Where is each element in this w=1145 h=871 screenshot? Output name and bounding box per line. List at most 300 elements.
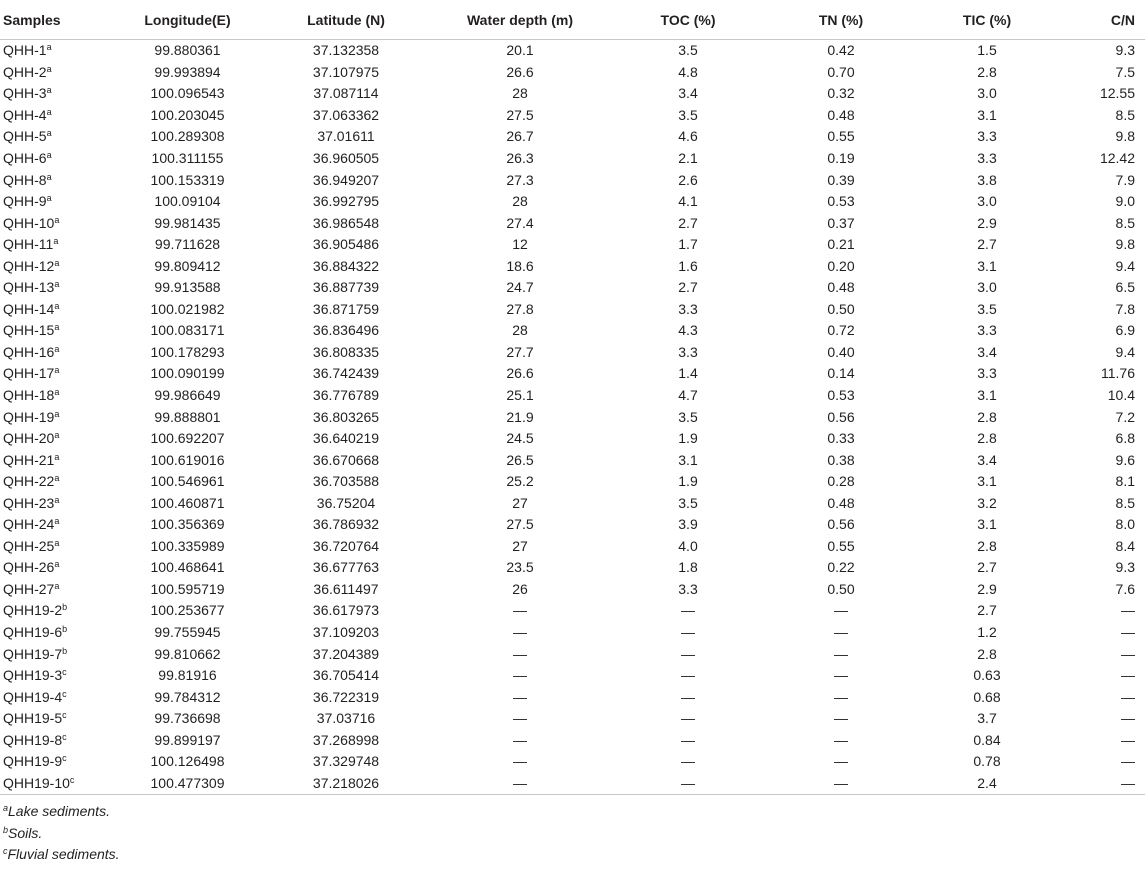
cell-cn: 8.5 — [1115, 106, 1135, 123]
cell-tic: 3.3 — [977, 150, 997, 166]
sample-name: QHH-16 — [3, 343, 55, 360]
header-longitude: Longitude(E) — [115, 0, 260, 40]
cell-toc: — — [681, 645, 695, 662]
cell-tic: 2.9 — [977, 214, 997, 231]
table-row — [0, 428, 1145, 450]
cell-tn: 0.55 — [827, 128, 855, 145]
cell-longitude: 100.289308 — [150, 128, 225, 145]
cell-toc: — — [681, 602, 695, 619]
cell-sample — [0, 686, 115, 708]
sample-name: QHH19-9 — [3, 753, 63, 770]
cell-longitude: 99.880361 — [154, 42, 221, 59]
sample-name: QHH-5 — [3, 128, 47, 145]
footnote — [3, 823, 1145, 845]
cell-water-depth: — — [513, 602, 527, 619]
cell-water-depth: 27.7 — [506, 343, 534, 360]
cell-sample — [0, 234, 115, 256]
sample-name: QHH19-10 — [3, 774, 70, 791]
cell-latitude: 36.871759 — [312, 300, 380, 317]
sample-name: QHH-18 — [3, 387, 55, 404]
cell-longitude: 99.784312 — [154, 688, 221, 705]
cell-tic: 2.7 — [977, 559, 997, 576]
table-row — [0, 536, 1145, 558]
table-row — [0, 40, 1145, 62]
cell-water-depth: 24.7 — [506, 279, 534, 296]
table-row — [0, 277, 1145, 299]
cell-longitude: 100.546961 — [150, 473, 225, 490]
cell-longitude: 99.888801 — [154, 408, 221, 425]
cell-tn: 0.56 — [827, 408, 855, 425]
cell-longitude: 99.913588 — [154, 279, 221, 296]
sample-type-mark: a — [54, 214, 60, 225]
cell-sample — [0, 708, 115, 730]
cell-sample — [0, 622, 115, 644]
cell-tn: — — [834, 731, 848, 748]
cell-toc: — — [681, 753, 695, 770]
cell-latitude: 36.884322 — [312, 257, 380, 274]
cell-cn: — — [1121, 624, 1135, 641]
cell-cn: 8.5 — [1115, 214, 1135, 231]
cell-latitude: 36.677763 — [312, 559, 380, 576]
cell-tn: 0.50 — [827, 580, 855, 597]
cell-cn: 9.6 — [1115, 451, 1135, 468]
cell-tic: 3.0 — [977, 85, 997, 102]
cell-toc: 4.3 — [678, 322, 698, 339]
cell-longitude: 100.468641 — [150, 559, 225, 576]
sample-type-mark: a — [54, 494, 60, 505]
sample-type-mark: a — [46, 106, 52, 117]
sample-name: QHH19-8 — [3, 731, 63, 748]
cell-sample — [0, 406, 115, 428]
cell-water-depth: 25.1 — [506, 387, 534, 404]
table-row — [0, 579, 1145, 601]
cell-cn: — — [1121, 602, 1135, 619]
table-row — [0, 255, 1145, 277]
cell-cn: — — [1121, 731, 1135, 748]
cell-cn: 8.0 — [1115, 516, 1135, 533]
table-row — [0, 773, 1145, 795]
cell-tn: 0.28 — [827, 473, 855, 490]
cell-cn: — — [1121, 645, 1135, 662]
cell-toc: 3.1 — [678, 451, 698, 468]
table-row — [0, 191, 1145, 213]
cell-water-depth: 12 — [512, 236, 528, 253]
cell-latitude: 36.705414 — [312, 667, 380, 684]
sample-type-mark: b — [62, 624, 68, 635]
cell-toc: — — [681, 710, 695, 727]
cell-cn: 6.9 — [1115, 322, 1135, 339]
cell-latitude: 36.992795 — [312, 193, 380, 210]
table-row — [0, 342, 1145, 364]
table-row — [0, 686, 1145, 708]
sample-type-mark: a — [54, 408, 60, 419]
sample-name: QHH-1 — [3, 42, 47, 59]
cell-sample — [0, 105, 115, 127]
cell-tn: — — [834, 753, 848, 770]
cell-tn: 0.48 — [827, 279, 855, 296]
cell-water-depth: 24.5 — [506, 430, 534, 447]
sample-name: QHH-6 — [3, 150, 47, 166]
cell-tn: 0.14 — [827, 365, 855, 382]
cell-water-depth: 21.9 — [506, 408, 534, 425]
table-row — [0, 320, 1145, 342]
cell-tic: 2.8 — [977, 408, 997, 425]
cell-toc: 2.1 — [678, 150, 698, 166]
table-row — [0, 83, 1145, 105]
cell-longitude: 99.981435 — [154, 214, 221, 231]
cell-water-depth: 28 — [512, 85, 528, 102]
cell-tn: 0.42 — [827, 42, 855, 59]
cell-latitude: 36.949207 — [312, 171, 380, 188]
cell-cn: 7.9 — [1115, 171, 1135, 188]
header-samples: Samples — [0, 0, 115, 40]
cell-latitude: 37.218026 — [260, 773, 432, 795]
cell-toc: 4.8 — [678, 63, 698, 80]
cell-longitude: 100.595719 — [150, 580, 225, 597]
cell-sample — [0, 514, 115, 536]
cell-toc: 3.3 — [678, 343, 698, 360]
cell-latitude: 36.640219 — [312, 430, 380, 447]
table-row — [0, 169, 1145, 191]
sample-name: QHH-27 — [3, 580, 55, 597]
sample-type-mark: a — [54, 343, 60, 354]
cell-cn: — — [1121, 710, 1135, 727]
sample-type-mark: a — [46, 85, 52, 96]
sample-name: QHH-14 — [3, 300, 55, 317]
cell-latitude: 36.703588 — [312, 473, 380, 490]
table-row — [0, 212, 1145, 234]
cell-cn: 7.5 — [1115, 63, 1135, 80]
cell-water-depth: 27 — [512, 494, 528, 511]
cell-tn: — — [834, 688, 848, 705]
sample-type-mark: a — [54, 322, 60, 333]
cell-longitude: 100.126498 — [150, 753, 225, 770]
cell-latitude: 37.087114 — [313, 85, 379, 102]
cell-tic: 0.78 — [973, 753, 1001, 770]
cell-tic: 0.68 — [973, 688, 1001, 705]
cell-water-depth: 27.4 — [506, 214, 534, 231]
sample-name: QHH-21 — [3, 451, 55, 468]
sample-type-mark: c — [69, 774, 75, 785]
cell-cn: 7.2 — [1115, 408, 1135, 425]
cell-sample — [0, 730, 115, 752]
cell-tic: 2.4 — [914, 773, 1060, 795]
sample-name: QHH19-7 — [3, 645, 63, 662]
cell-cn: 10.4 — [1107, 387, 1135, 404]
cell-toc: — — [608, 773, 768, 795]
sample-name: QHH19-4 — [3, 688, 63, 705]
sample-name: QHH-19 — [3, 408, 55, 425]
cell-tic: 3.1 — [977, 106, 997, 123]
cell-sample — [0, 277, 115, 299]
cell-sample — [0, 83, 115, 105]
cell-latitude: 36.722319 — [312, 688, 380, 705]
cell-tn: 0.37 — [827, 214, 855, 231]
cell-longitude: 99.711628 — [154, 236, 221, 253]
cell-tn: 0.20 — [827, 257, 855, 274]
header-tic: TIC (%) — [914, 0, 1060, 40]
cell-toc: 4.0 — [678, 537, 698, 554]
sample-type-mark: a — [46, 150, 52, 160]
cell-water-depth: 27.5 — [506, 106, 534, 123]
sample-type-mark: c — [62, 731, 67, 742]
cell-cn: 9.4 — [1115, 343, 1135, 360]
cell-water-depth: 26.7 — [506, 128, 534, 145]
cell-tic: 3.0 — [977, 193, 997, 210]
sample-type-mark: a — [54, 473, 60, 484]
cell-latitude: 36.75204 — [316, 494, 376, 511]
cell-cn: 12.42 — [1099, 150, 1135, 166]
cell-cn: 7.6 — [1115, 580, 1135, 597]
cell-sample — [0, 191, 115, 213]
cell-toc: 2.7 — [678, 279, 698, 296]
cell-longitude: 99.810662 — [154, 645, 221, 662]
cell-water-depth: — — [513, 667, 527, 684]
sample-type-mark: a — [54, 365, 60, 376]
cell-tn: 0.21 — [827, 236, 855, 253]
cell-sample — [0, 148, 115, 170]
cell-longitude: 100.356369 — [150, 516, 225, 533]
table-row — [0, 471, 1145, 493]
cell-tic: 2.8 — [977, 430, 997, 447]
sample-type-mark: a — [54, 451, 60, 462]
sample-type-mark: a — [46, 171, 52, 182]
cell-water-depth: 25.2 — [506, 473, 534, 490]
header-cn: C/N — [1060, 0, 1145, 40]
footnote-mark: c — [3, 846, 8, 857]
cell-tic: 2.8 — [977, 63, 997, 80]
sample-type-mark: a — [54, 300, 60, 311]
cell-toc: 1.8 — [678, 559, 698, 576]
cell-toc: 3.5 — [678, 42, 698, 59]
cell-toc: — — [681, 731, 695, 748]
cell-longitude: 100.311155 — [151, 150, 224, 166]
table-row — [0, 622, 1145, 644]
sample-type-mark: a — [54, 537, 60, 548]
sample-type-mark: c — [62, 710, 67, 721]
cell-cn: 7.8 — [1115, 300, 1135, 317]
table-header — [0, 0, 1145, 40]
header-tn: TN (%) — [768, 0, 914, 40]
cell-toc: — — [681, 688, 695, 705]
cell-cn: 8.5 — [1115, 494, 1135, 511]
cell-toc: 3.9 — [678, 516, 698, 533]
cell-tn: 0.33 — [827, 430, 855, 447]
cell-longitude: 100.021982 — [150, 300, 225, 317]
cell-cn: 9.4 — [1115, 257, 1135, 274]
sample-name: QHH-24 — [3, 516, 55, 533]
cell-water-depth: 26.6 — [506, 63, 534, 80]
sample-name: QHH19-6 — [3, 624, 63, 641]
cell-tic: 2.8 — [977, 537, 997, 554]
header-latitude: Latitude (N) — [260, 0, 432, 40]
sample-type-mark: a — [54, 257, 60, 268]
table-row — [0, 665, 1145, 687]
cell-toc: — — [681, 667, 695, 684]
cell-sample — [0, 428, 115, 450]
cell-longitude: 100.178293 — [150, 343, 225, 360]
cell-sample — [0, 557, 115, 579]
table-row — [0, 708, 1145, 730]
cell-sample — [0, 643, 115, 665]
footnote — [3, 844, 1145, 866]
cell-sample — [0, 169, 115, 191]
cell-cn: 8.4 — [1115, 537, 1135, 554]
sample-name: QHH-13 — [3, 279, 55, 296]
table-row — [0, 126, 1145, 148]
cell-latitude: 36.986548 — [312, 214, 380, 231]
cell-tn: 0.56 — [827, 516, 855, 533]
cell-tic: 3.4 — [977, 451, 997, 468]
cell-cn: — — [1121, 753, 1135, 770]
cell-toc: 3.5 — [678, 494, 698, 511]
cell-toc: 2.6 — [678, 171, 698, 188]
cell-water-depth: — — [513, 688, 527, 705]
footnote-mark: a — [3, 803, 9, 814]
table-row — [0, 751, 1145, 773]
sample-name: QHH-15 — [3, 322, 55, 339]
table-row — [0, 514, 1145, 536]
cell-latitude: 36.611497 — [313, 580, 379, 597]
header-toc: TOC (%) — [608, 0, 768, 40]
sample-name: QHH19-3 — [3, 667, 63, 684]
cell-latitude: 37.01611 — [317, 128, 375, 145]
cell-latitude: 36.742439 — [312, 365, 380, 382]
cell-water-depth: 27 — [512, 537, 528, 554]
sample-type-mark: a — [54, 279, 60, 290]
cell-latitude: 36.960505 — [312, 150, 380, 166]
sample-type-mark: a — [53, 236, 59, 247]
table-row — [0, 148, 1145, 170]
sample-type-mark: c — [62, 667, 67, 678]
cell-latitude: 36.776789 — [312, 387, 380, 404]
cell-sample — [0, 212, 115, 234]
cell-longitude: 100.335989 — [150, 537, 225, 554]
cell-tic: 3.1 — [977, 387, 997, 404]
sample-name: QHH-17 — [3, 365, 55, 382]
cell-longitude: 100.692207 — [150, 430, 225, 447]
sample-type-mark: a — [54, 516, 60, 527]
cell-tn: 0.53 — [827, 387, 855, 404]
cell-longitude: 99.81916 — [158, 667, 217, 684]
cell-water-depth: 26.5 — [506, 451, 534, 468]
cell-tic: 3.3 — [977, 322, 997, 339]
cell-longitude: 99.736698 — [154, 710, 221, 727]
cell-cn: — — [1121, 667, 1135, 684]
cell-cn: 12.55 — [1099, 85, 1135, 102]
table-row — [0, 234, 1145, 256]
cell-sample — [0, 342, 115, 364]
cell-longitude: 100.477309 — [115, 773, 260, 795]
cell-water-depth: 27.8 — [506, 300, 534, 317]
cell-tn: — — [834, 624, 848, 641]
table-row — [0, 492, 1145, 514]
table-row — [0, 299, 1145, 321]
sample-name: QHH-11 — [3, 236, 54, 253]
cell-tic: 3.2 — [977, 494, 997, 511]
cell-water-depth: 26 — [512, 580, 528, 597]
cell-tic: 2.7 — [977, 602, 997, 619]
cell-toc: 1.9 — [678, 430, 698, 447]
cell-sample — [0, 751, 115, 773]
cell-latitude: 36.808335 — [312, 343, 380, 360]
cell-toc: 3.5 — [678, 106, 698, 123]
cell-tic: 2.7 — [977, 236, 997, 253]
cell-sample — [0, 385, 115, 407]
cell-sample — [0, 363, 115, 385]
cell-water-depth: 18.6 — [506, 257, 534, 274]
cell-longitude: 99.899197 — [154, 731, 221, 748]
cell-tic: 1.2 — [977, 624, 997, 641]
cell-tn: — — [834, 710, 848, 727]
cell-tic: 2.8 — [977, 645, 997, 662]
sample-name: QHH-23 — [3, 494, 55, 511]
cell-latitude: 36.670668 — [312, 451, 380, 468]
sample-name: QHH-22 — [3, 473, 55, 490]
cell-sample — [0, 449, 115, 471]
cell-latitude: 36.887739 — [312, 279, 380, 296]
cell-cn: 6.8 — [1115, 430, 1135, 447]
sample-type-mark: a — [46, 193, 52, 204]
cell-tic: 3.1 — [977, 473, 997, 490]
cell-tn: 0.39 — [827, 171, 855, 188]
cell-tn: 0.70 — [827, 63, 855, 80]
cell-water-depth: 26.6 — [506, 365, 534, 382]
sample-type-mark: a — [46, 42, 52, 53]
table-row — [0, 406, 1145, 428]
sample-name: QHH-9 — [3, 193, 47, 210]
cell-sample — [0, 62, 115, 84]
cell-cn: 9.0 — [1115, 193, 1135, 210]
sample-type-mark: a — [46, 63, 52, 74]
table-row — [0, 643, 1145, 665]
cell-water-depth: — — [513, 731, 527, 748]
cell-longitude: 100.253677 — [150, 602, 225, 619]
cell-water-depth: 27.3 — [506, 171, 534, 188]
cell-tic: 0.84 — [973, 731, 1001, 748]
cell-water-depth: — — [513, 624, 527, 641]
cell-tn: 0.48 — [827, 106, 855, 123]
cell-latitude: 36.786932 — [312, 516, 380, 533]
cell-cn: — — [1121, 688, 1135, 705]
header-water-depth: Water depth (m) — [432, 0, 608, 40]
cell-latitude: 36.836496 — [312, 322, 380, 339]
sample-type-mark: a — [54, 559, 60, 570]
cell-tn: 0.32 — [827, 85, 855, 102]
footnote-mark: b — [3, 824, 9, 835]
cell-cn: 8.1 — [1115, 473, 1135, 490]
table-row — [0, 105, 1145, 127]
table-row — [0, 385, 1145, 407]
cell-tn: 0.22 — [827, 559, 855, 576]
cell-cn: 9.8 — [1115, 128, 1135, 145]
cell-longitude: 99.993894 — [154, 63, 221, 80]
sample-type-mark: b — [62, 602, 68, 613]
sample-name: QHH-20 — [3, 430, 55, 447]
cell-sample — [0, 299, 115, 321]
cell-tic: 3.3 — [977, 128, 997, 145]
cell-tn: — — [834, 602, 848, 619]
cell-latitude: 36.803265 — [312, 408, 380, 425]
cell-sample — [0, 600, 115, 622]
cell-toc: — — [681, 624, 695, 641]
table-row — [0, 62, 1145, 84]
footnote-text: Soils. — [8, 824, 43, 841]
cell-sample — [0, 471, 115, 493]
cell-latitude: 37.329748 — [312, 753, 380, 770]
cell-water-depth: 28 — [512, 193, 528, 210]
cell-tic: 3.8 — [977, 171, 997, 188]
